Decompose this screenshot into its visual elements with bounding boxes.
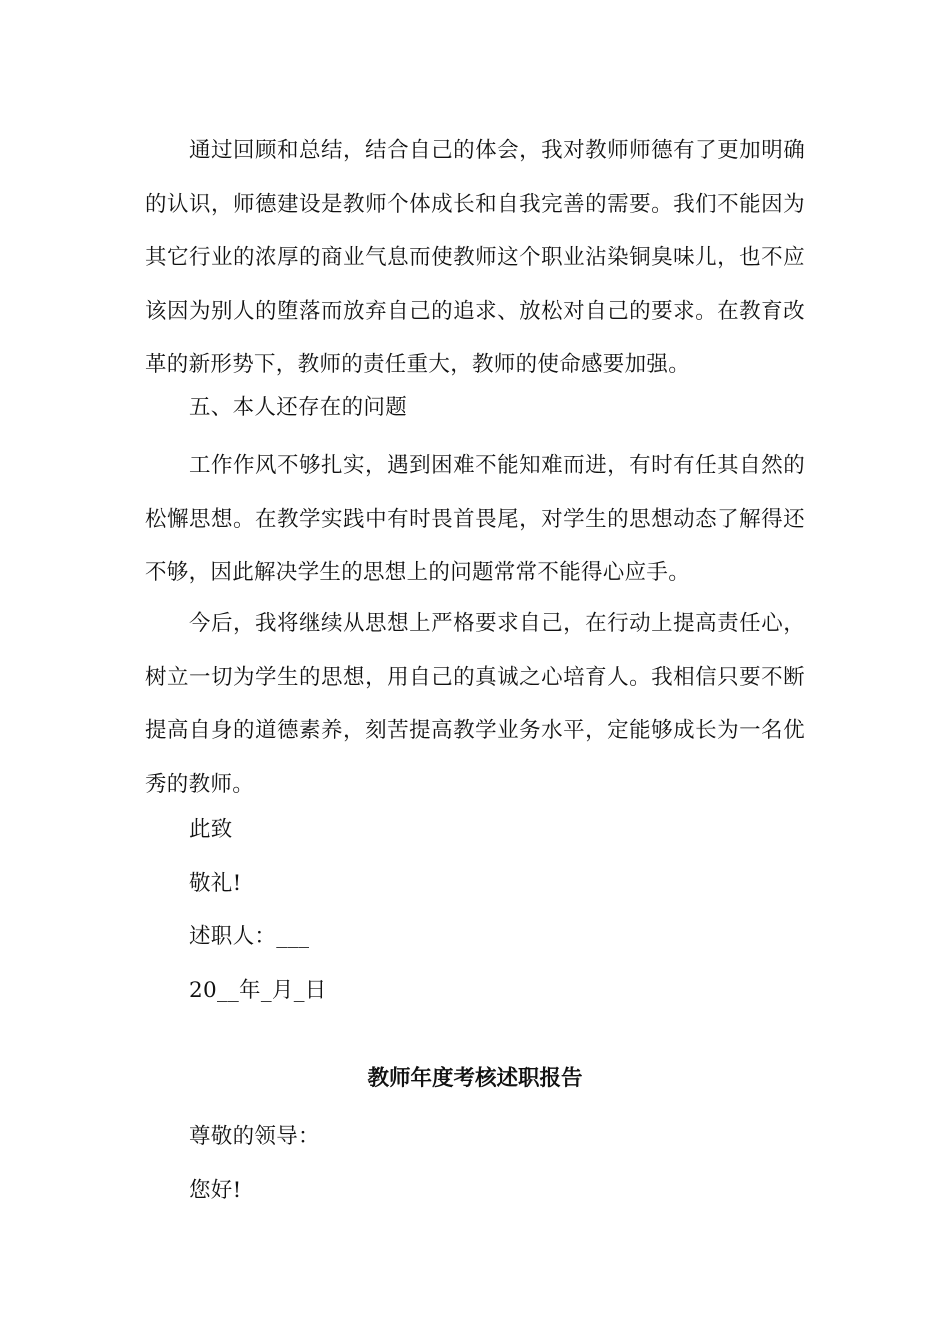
closing-jingli: 敬礼!	[189, 870, 242, 896]
closing-cizhi: 此致	[189, 817, 233, 842]
paragraph-problems-block	[145, 439, 805, 600]
report-title: 教师年度考核述职报告	[367, 1066, 583, 1091]
signature-line: 述职人：___	[189, 924, 310, 949]
section-heading-problems: 五、本人还存在的问题	[189, 395, 408, 420]
section-heading-block	[145, 381, 805, 435]
closing-block	[145, 803, 805, 1017]
salutation: 尊敬的领导：	[189, 1124, 320, 1149]
greeting: 您好!	[189, 1177, 242, 1203]
paragraph-future-block	[145, 597, 805, 811]
paragraph-reflection-block	[145, 124, 805, 392]
paragraph-problems: 工作作风不够扎实，遇到困难不能知难而进，有时有任其自然的松懈思想。在教学实践中有时畏首畏尾，对学生的思想动态了解得还不够，因此解决学生的思想上的问题常常不能得心应手。	[145, 453, 805, 585]
paragraph-future: 今后，我将继续从思想上严格要求自己，在行动上提高责任心，树立一切为学生的思想，用自己的真诚之心培育人。我相信只要不断提高自身的道德素养，刻苦提高教学业务水平，定能够成长为一名优秀的教师。	[145, 611, 805, 797]
date-line: 20__年_月_日	[189, 977, 327, 1003]
letter-opening-block	[145, 1110, 805, 1217]
paragraph-reflection: 通过回顾和总结，结合自己的体会，我对教师师德有了更加明确的认识，师德建设是教师个体成长和自我完善的需要。我们不能因为其它行业的浓厚的商业气息而使教师这个职业沾染铜臭味儿，也不应该因为别人的堕落而放弃自己的追求、放松对自己的要求。在教育改革的新形势下，教师的责任重大，教师的使命感要加强。	[145, 138, 805, 377]
